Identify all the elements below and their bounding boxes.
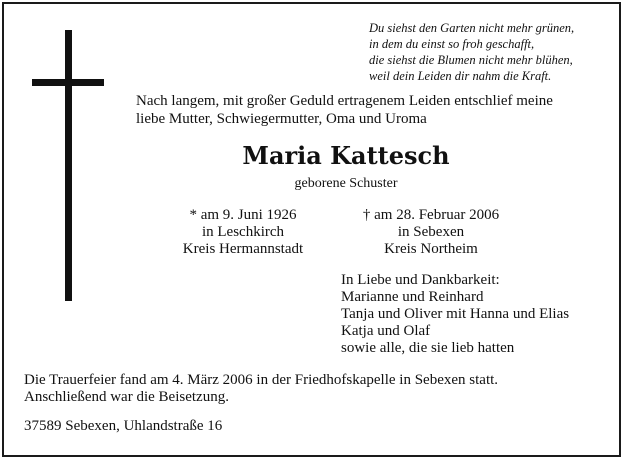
intro-line: liebe Mutter, Schwiegermutter, Oma und Uroma bbox=[136, 111, 427, 127]
funeral-line: Anschließend war die Beisetzung. bbox=[24, 389, 229, 405]
poem bbox=[369, 20, 614, 84]
mourners-heading: In Liebe und Dankbarkeit: bbox=[341, 272, 500, 288]
death-date: † am 28. Februar 2006 bbox=[362, 207, 500, 223]
mourners bbox=[341, 272, 616, 357]
family-address: 37589 Sebexen, Uhlandstraße 16 bbox=[24, 418, 223, 434]
birth-date: * am 9. Juni 1926 bbox=[189, 207, 297, 223]
cross-horizontal-bar bbox=[32, 79, 104, 86]
death-place: in Sebexen bbox=[397, 224, 465, 240]
death-info bbox=[331, 207, 531, 258]
death-district: Kreis Northeim bbox=[384, 241, 478, 257]
deceased-name: Maria Kattesch bbox=[242, 141, 450, 170]
mourner-line: Tanja und Oliver mit Hanna und Elias bbox=[341, 306, 570, 322]
intro-text bbox=[136, 92, 616, 128]
funeral-info bbox=[24, 372, 614, 406]
mourner-line: Marianne und Reinhard bbox=[341, 289, 484, 305]
birth-info bbox=[143, 207, 343, 258]
poem-line: die siehst die Blumen nicht mehr blühen, bbox=[369, 53, 573, 67]
poem-line: Du siehst den Garten nicht mehr grünen, bbox=[369, 21, 575, 35]
funeral-line: Die Trauerfeier fand am 4. März 2006 in der Friedhofskapelle in Sebexen statt. bbox=[24, 372, 499, 388]
birth-place: in Leschkirch bbox=[201, 224, 285, 240]
birth-district: Kreis Hermannstadt bbox=[182, 241, 304, 257]
poem-line: in dem du einst so froh geschafft, bbox=[369, 37, 535, 51]
birth-name: geborene Schuster bbox=[294, 176, 398, 191]
poem-line: weil dein Leiden dir nahm die Kraft. bbox=[369, 69, 552, 83]
mourner-line: Katja und Olaf bbox=[341, 323, 431, 339]
mourner-line: sowie alle, die sie lieb hatten bbox=[341, 340, 515, 356]
intro-line: Nach langem, mit großer Geduld ertragenem Leiden entschlief meine bbox=[136, 93, 553, 109]
